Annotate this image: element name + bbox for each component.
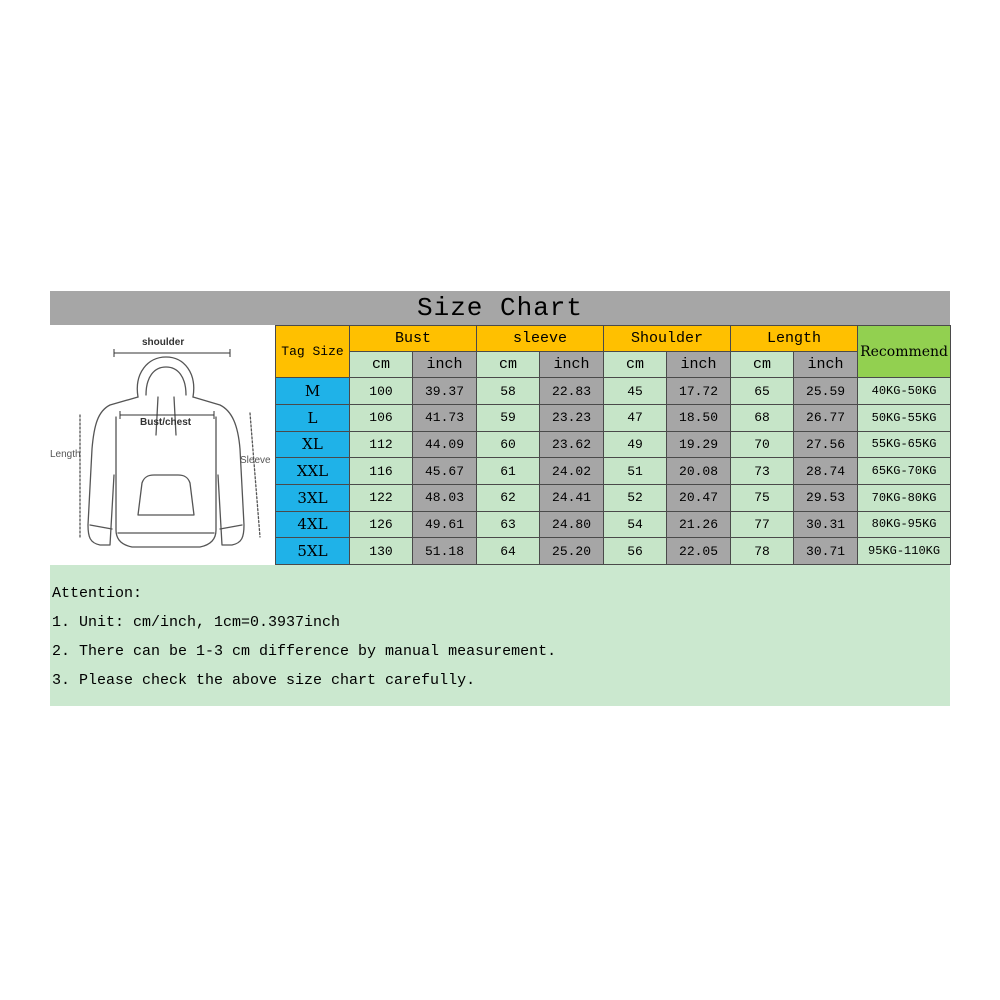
length-label: Length xyxy=(50,449,81,460)
hoodie-figure xyxy=(50,325,276,565)
shoulder-header: Shoulder xyxy=(604,326,731,352)
sleeve-cm-cell: 61 xyxy=(477,458,540,485)
sleeve-inch-cell: 23.62 xyxy=(540,431,604,458)
recommend-cell: 50KG-55KG xyxy=(858,404,951,431)
unit-cm: cm xyxy=(731,352,794,378)
bust-cm-cell: 122 xyxy=(350,484,413,511)
size-chart xyxy=(50,291,950,706)
length-cm-cell: 73 xyxy=(731,458,794,485)
length-inch-cell: 28.74 xyxy=(794,458,858,485)
sleeve-inch-cell: 23.23 xyxy=(540,404,604,431)
shoulder-cm-cell: 51 xyxy=(604,458,667,485)
recommend-cell: 65KG-70KG xyxy=(858,458,951,485)
sleeve-cm-cell: 59 xyxy=(477,404,540,431)
unit-inch: inch xyxy=(794,352,858,378)
table-row xyxy=(276,538,951,565)
size-table xyxy=(275,325,951,565)
length-inch-cell: 30.31 xyxy=(794,511,858,538)
recommend-cell: 55KG-65KG xyxy=(858,431,951,458)
shoulder-label: shoulder xyxy=(142,337,185,348)
recommend-header: Recommend xyxy=(858,326,951,378)
length-cm-cell: 77 xyxy=(731,511,794,538)
length-inch-cell: 29.53 xyxy=(794,484,858,511)
shoulder-cm-cell: 49 xyxy=(604,431,667,458)
table-row xyxy=(276,458,951,485)
sleeve-inch-cell: 25.20 xyxy=(540,538,604,565)
hoodie-illustration xyxy=(50,325,275,565)
length-inch-cell: 27.56 xyxy=(794,431,858,458)
sleeve-inch-cell: 24.80 xyxy=(540,511,604,538)
recommend-cell: 40KG-50KG xyxy=(858,378,951,405)
attention-note-1: 1. Unit: cm/inch, 1cm=0.3937inch xyxy=(52,614,341,631)
length-cm-cell: 70 xyxy=(731,431,794,458)
size-cell: L xyxy=(276,404,350,431)
recommend-cell: 80KG-95KG xyxy=(858,511,951,538)
table-row xyxy=(276,378,951,405)
length-cm-cell: 75 xyxy=(731,484,794,511)
sleeve-cm-cell: 60 xyxy=(477,431,540,458)
table-row xyxy=(276,404,951,431)
unit-cm: cm xyxy=(477,352,540,378)
unit-cm: cm xyxy=(350,352,413,378)
shoulder-inch-cell: 19.29 xyxy=(667,431,731,458)
shoulder-cm-cell: 56 xyxy=(604,538,667,565)
size-cell: 3XL xyxy=(276,484,350,511)
table-row xyxy=(276,484,951,511)
unit-cm: cm xyxy=(604,352,667,378)
table-row xyxy=(276,511,951,538)
bust-cm-cell: 106 xyxy=(350,404,413,431)
bust-inch-cell: 45.67 xyxy=(413,458,477,485)
size-cell: M xyxy=(276,378,350,405)
shoulder-cm-cell: 54 xyxy=(604,511,667,538)
bust-inch-cell: 48.03 xyxy=(413,484,477,511)
size-cell: 5XL xyxy=(276,538,350,565)
sleeve-inch-cell: 24.02 xyxy=(540,458,604,485)
recommend-cell: 95KG-110KG xyxy=(858,538,951,565)
length-cm-cell: 78 xyxy=(731,538,794,565)
bust-cm-cell: 100 xyxy=(350,378,413,405)
sleeve-cm-cell: 64 xyxy=(477,538,540,565)
bust-cm-cell: 116 xyxy=(350,458,413,485)
sleeve-cm-cell: 62 xyxy=(477,484,540,511)
bust-inch-cell: 44.09 xyxy=(413,431,477,458)
unit-inch: inch xyxy=(413,352,477,378)
shoulder-inch-cell: 20.08 xyxy=(667,458,731,485)
length-inch-cell: 26.77 xyxy=(794,404,858,431)
shoulder-inch-cell: 17.72 xyxy=(667,378,731,405)
sleeve-label: Sleeve xyxy=(240,455,271,466)
sleeve-header: sleeve xyxy=(477,326,604,352)
tag-size-header: Tag Size xyxy=(276,326,350,378)
attention-note-2: 2. There can be 1-3 cm difference by manual measurement. xyxy=(52,643,557,660)
length-inch-cell: 30.71 xyxy=(794,538,858,565)
bust-inch-cell: 39.37 xyxy=(413,378,477,405)
bust-cm-cell: 130 xyxy=(350,538,413,565)
sleeve-inch-cell: 22.83 xyxy=(540,378,604,405)
unit-inch: inch xyxy=(667,352,731,378)
attention-note-3: 3. Please check the above size chart carefully. xyxy=(52,672,476,689)
shoulder-cm-cell: 52 xyxy=(604,484,667,511)
attention-heading: Attention: xyxy=(52,585,143,602)
chart-title: Size Chart xyxy=(50,291,950,325)
sleeve-cm-cell: 63 xyxy=(477,511,540,538)
bust-header: Bust xyxy=(350,326,477,352)
bust-inch-cell: 51.18 xyxy=(413,538,477,565)
length-cm-cell: 65 xyxy=(731,378,794,405)
shoulder-inch-cell: 21.26 xyxy=(667,511,731,538)
shoulder-inch-cell: 22.05 xyxy=(667,538,731,565)
length-cm-cell: 68 xyxy=(731,404,794,431)
chart-main xyxy=(50,325,950,565)
bust-inch-cell: 41.73 xyxy=(413,404,477,431)
header-row-units xyxy=(276,352,951,378)
shoulder-inch-cell: 18.50 xyxy=(667,404,731,431)
bust-label: Bust/chest xyxy=(140,417,192,428)
size-cell: XL xyxy=(276,431,350,458)
size-cell: XXL xyxy=(276,458,350,485)
sleeve-cm-cell: 58 xyxy=(477,378,540,405)
bust-inch-cell: 49.61 xyxy=(413,511,477,538)
shoulder-cm-cell: 47 xyxy=(604,404,667,431)
recommend-cell: 70KG-80KG xyxy=(858,484,951,511)
table-row xyxy=(276,431,951,458)
shoulder-inch-cell: 20.47 xyxy=(667,484,731,511)
bust-cm-cell: 112 xyxy=(350,431,413,458)
length-header: Length xyxy=(731,326,858,352)
header-row-groups xyxy=(276,326,951,352)
size-cell: 4XL xyxy=(276,511,350,538)
attention-panel xyxy=(50,565,950,706)
bust-cm-cell: 126 xyxy=(350,511,413,538)
sleeve-inch-cell: 24.41 xyxy=(540,484,604,511)
unit-inch: inch xyxy=(540,352,604,378)
shoulder-cm-cell: 45 xyxy=(604,378,667,405)
length-inch-cell: 25.59 xyxy=(794,378,858,405)
